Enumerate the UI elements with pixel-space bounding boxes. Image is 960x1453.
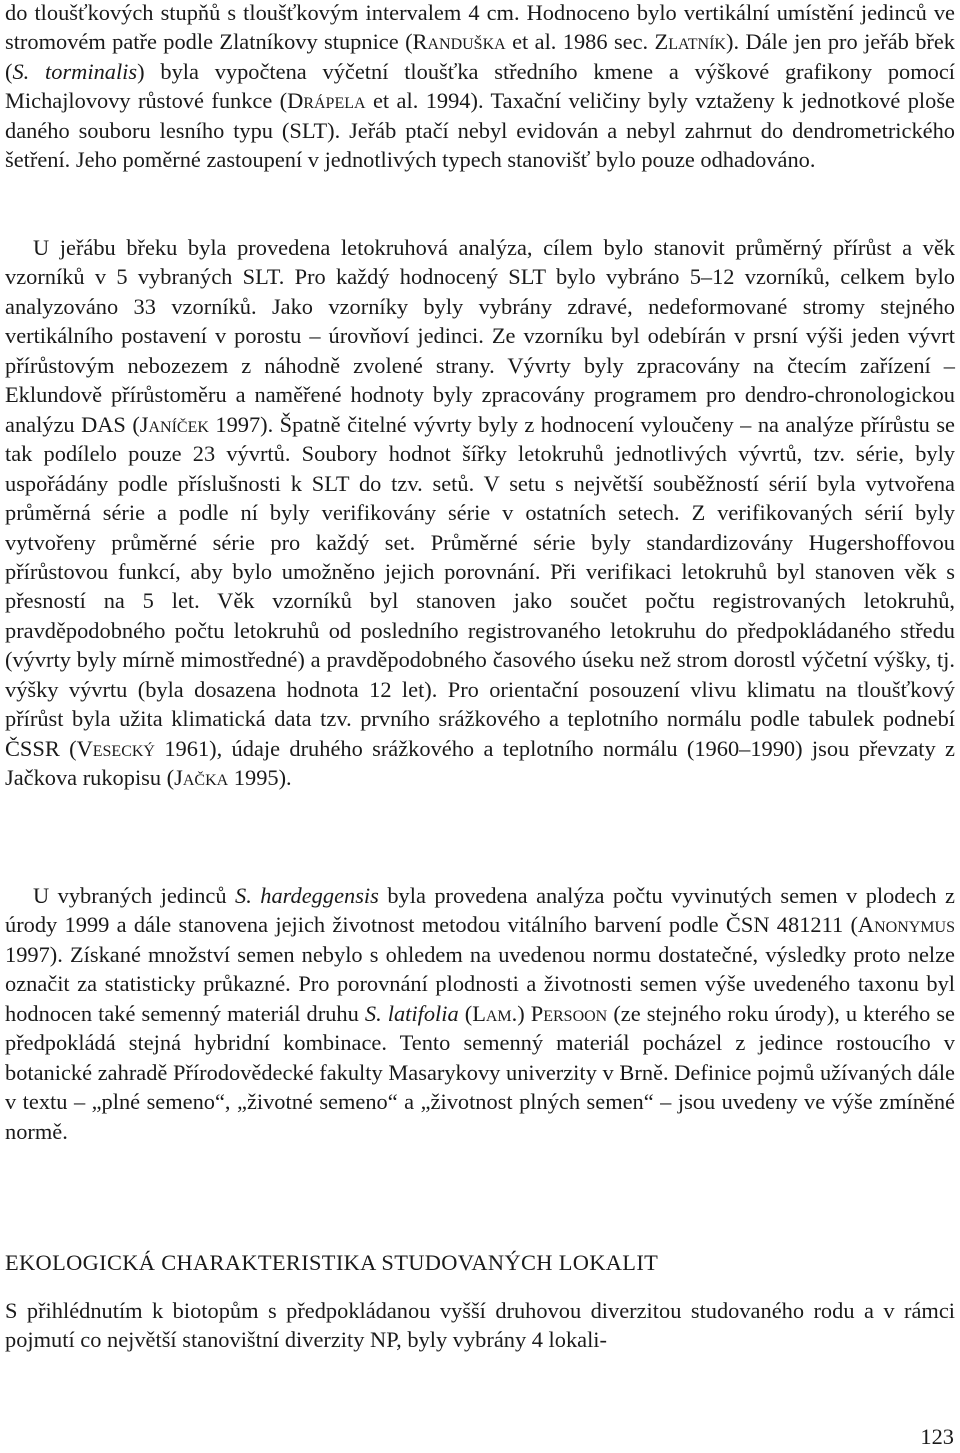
author-citation: Anonymus [857,912,955,938]
text-run: et al. 1986 sec. [505,29,655,55]
italic-taxon-name: S. torminalis [12,58,138,84]
text-run: U vybraných jedinců [33,883,235,908]
text-run: ) [517,1000,531,1026]
methods-paragraph-1 [5,0,955,175]
author-citation: Vesecký [76,735,155,761]
text-run: 1961), údaje druhého srážkového a teplotního normálu (1960–1990) jsou převzaty z Jačkova rukopisu ( [5,735,955,791]
text-run: ). Dále jen pro jeřáb břek ( [5,29,956,84]
tree-ring-analysis-paragraph [5,233,955,793]
author-citation: Jačka [174,765,229,791]
text-run: 1995). [228,765,292,791]
text-run: ( [458,1000,473,1026]
page-number: 123 [920,1424,954,1449]
author-citation: Randuška [412,29,506,55]
section-heading: EKOLOGICKÁ CHARAKTERISTIKA STUDOVANÝCH LOKALIT [5,1250,659,1275]
italic-taxon-name: S. latifolia [364,1000,459,1026]
author-citation: Persoon [530,1000,608,1026]
text-run: ) byla vypočtena výčetní tloušťka středního kmene a výškové grafikony pomocí Michajlovovy růstové funkce ( [5,58,955,114]
author-citation: Zlatník [654,29,726,55]
locality-intro-paragraph [5,1296,955,1355]
text-run: 1997). Špatně čitelné vývrty byly z hodnocení vyloučeny – na analýze přírůstu se tak podílelo pouze 23 vývrtů. Soubory hodnot šířky letokruhů jednotlivých vývrtů, tzv. série, byly uspořádány podle příslušnosti k SLT do tzv. setů. V setu s největší souběžností sérií byla vytvořena průměrná série a podle ní byly verifikovány série v ostatních setech. Z verifikovaných sérií byly vytvořeny průměrné série pro každý set. Průměrné série byly standardizovány Hugershoffovou přírůstovou funkcí, aby bylo umožněno jejich porovnání. Při verifikaci letokruhů byl stanoven věk s přesností na 5 let. Věk vzorníků byl stanoven jako součet počtu registrovaných letokruhů, pravděpodobného počtu letokruhů od posledního registrovaného letokruhu do předpokládaného středu (vývrty byly mírně mimostředné) a pravděpodobného časového úseku než strom dorostl výčetní výšky, tj. výšky vývrtu (byla dosazena hodnota 12 let). Pro orientační posouzení vlivu klimatu na tloušťkový přírůst byla užita klimatická data tzv. prvního srážkového a teplotního normálu podle tabulek podnebí ČSSR ( [5,411,955,761]
seed-analysis-paragraph [5,881,955,1146]
text-run: S přihlédnutím k biotopům s předpokládanou vyšší druhovou diverzitou studovaného rodu a v rámci pojmutí co největší stanovištní diverzity NP, byly vybrány 4 lokali- [5,1298,955,1353]
text-run: (ze stejného roku úrody), u kterého se předpokládá stejná hybridní kombinace. Tento semenný materiál pocházel z jedince rostoucího v botanické zahradě Přírodovědecké fakulty Masarykovy univerzity v Brně. Definice pojmů užívaných dále v textu – „plné semeno“, „životné semeno“ a „životnost plných semen“ – jsou uvedeny ve výše zmíněné normě. [5,1000,955,1144]
author-citation: Lam. [472,1000,518,1026]
text-run: do tloušťkových stupňů s tloušťkovým intervalem 4 cm. Hodnoceno bylo vertikální umístění jedinců ve stromovém patře podle Zlatníkovy stupnice ( [5,0,955,55]
text-run: et al. 1994). Taxační veličiny byly vztaženy k jednotkové ploše daného souboru lesního typu (SLT). Jeřáb ptačí nebyl evidován a nebyl zahrnut do dendrometrického šetření. Jeho poměrné zastoupení v jednotlivých typech stanovišť bylo pouze odhadováno. [5,88,955,173]
author-citation: Drápela [287,88,366,114]
italic-taxon-name: S. hardeggensis [235,883,379,908]
text-run: byla provedena analýza počtu vyvinutých semen v plodech z úrody 1999 a dále stanovena jejich životnost metodou vitálního barvení podle ČSN 481211 ( [5,883,955,938]
author-citation: Janíček [139,411,209,437]
text-run: U jeřábu břeku byla provedena letokruhová analýza, cílem bylo stanovit průměrný přírůst a věk vzorníků v 5 vybraných SLT. Pro každý hodnocený SLT bylo vybráno 5–12 vzorníků, celkem bylo analyzováno 33 vzorníků. Jako vzorníky byly vybrány zdravé, nedeformované stromy stejného vertikálního postavení v porostu – úrovňoví jedinci. Ze vzorníku byl odebírán v prsní výši jeden vývrt přírůstovým nebozezem z náhodně zvolené strany. Vývrty byly zpracovány na čtecím zařízení – Eklundově přírůstoměru a naměřené hodnoty byly zpracovány programem pro dendro-chronologickou analýzu DAS ( [5,235,955,437]
text-run: 1997). Získané množství semen nebylo s ohledem na uvedenou normu dostatečné, výsledky proto nelze označit za statisticky průkazné. Pro porovnání plodnosti a životnosti semen výše uvedeného taxonu byl hodnocen také semenný materiál druhu [5,941,955,1026]
